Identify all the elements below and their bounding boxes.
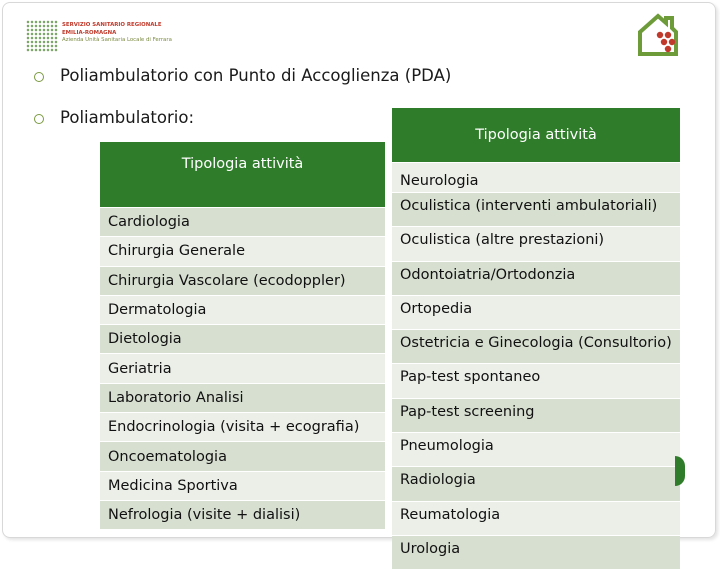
bullet-ring-icon [34,72,44,82]
bullet-text: Poliambulatorio: [60,108,195,127]
table-cell: Geriatria [100,354,385,383]
table-cell: Cardiologia [100,208,385,237]
table-cell: Neurologia [392,163,680,193]
table-cell: Oncoematologia [100,442,385,471]
table-cell: Pap-test screening [392,398,680,432]
right-activity-table [392,108,680,569]
table-cell: Dietologia [100,325,385,354]
table-cell: Reumatologia [392,501,680,535]
table-cell: Nefrologia (visite + dialisi) [100,500,385,529]
logo-line-1: SERVIZIO SANITARIO REGIONALE [62,22,162,28]
logo-line-3: Azienda Unità Sanitaria Locale di Ferrara [62,37,172,43]
left-table-header: Tipologia attività [100,142,385,208]
logo-text [62,22,172,45]
table-cell: Oculistica (interventi ambulatoriali) [392,193,680,227]
table-cell: Ostetricia e Ginecologia (Consultorio) [392,330,680,364]
table-cell: Odontoiatria/Ortodonzia [392,261,680,295]
table-cell: Chirurgia Generale [100,237,385,266]
table-cell: Pap-test spontaneo [392,364,680,398]
right-table-header: Tipologia attività [392,108,680,163]
bullet-ring-icon [34,114,44,124]
house-logo-icon [634,10,684,60]
table-cell: Pneumologia [392,433,680,467]
bullet-text: Poliambulatorio con Punto di Accoglienza (PDA) [60,66,452,85]
table-cell: Dermatologia [100,295,385,324]
logo-line-2: EMILIA-ROMAGNA [62,29,117,36]
table-cell: Radiologia [392,467,680,501]
table-cell: Urologia [392,535,680,569]
table-cell: Endocrinologia (visita + ecografia) [100,413,385,442]
table-cell: Ortopedia [392,295,680,329]
table-cell: Oculistica (altre prestazioni) [392,227,680,261]
table-cell: Chirurgia Vascolare (ecodoppler) [100,266,385,295]
logo-dot-grid-icon [26,20,58,52]
table-cell: Laboratorio Analisi [100,383,385,412]
left-activity-table [100,142,385,529]
table-cell: Medicina Sportiva [100,471,385,500]
